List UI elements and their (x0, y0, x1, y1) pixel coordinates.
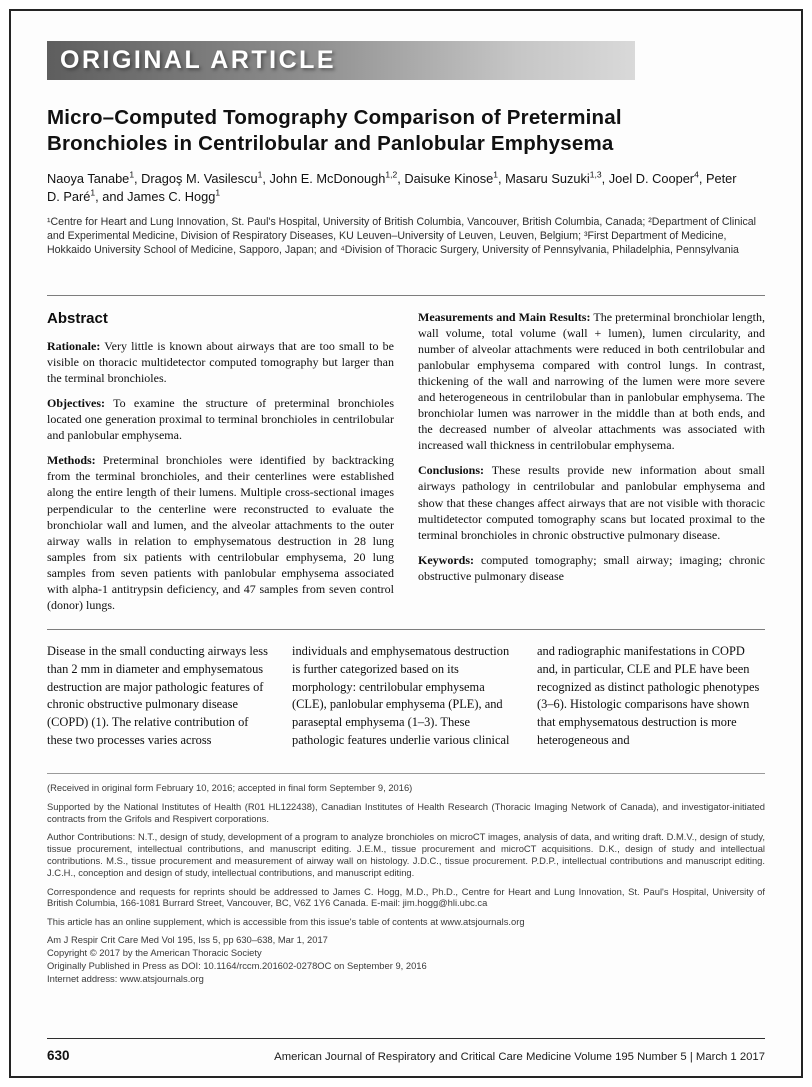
abstract-section (47, 296, 765, 629)
footnote-online-supplement: This article has an online supplement, which is accessible from this issue's table of contents at www.atsjournals.org (47, 915, 525, 927)
abstract-paragraph-conclusions (418, 462, 765, 542)
article-title: Micro–Computed Tomography Comparison of Preterminal Bronchioles in Centrilobular and Panlobular Emphysema (47, 106, 622, 156)
article-page (9, 9, 803, 1078)
paragraph-text: Preterminal bronchioles were identified by backtracking from the terminal bronchioles, and their centerlines were established along the entire length of their lumens. Multiple cross-sectional images perpendicular to the centerline were reconstructed to evaluate the bronchiolar wall and lumen, and the alveolar attachments to the outer airway walls in relation to emphysematous destruction in 28 lung samples from six patients with centrilobular emphysema, 20 lung samples from seven patients with panlobular emphysema associated with alpha-1 antitrypsin deficiency, and 47 samples from seven control (donor) lungs. (47, 453, 395, 612)
paragraph-label: Measurements and Main Results: (418, 309, 591, 324)
body-column-3: and radiographic manifestations in COPD and, in particular, CLE and PLE have been recognized as distinct pathologic phenotypes (3–6). Histologic comparisons have shown that emphysematous destruction is more heterogeneous and (537, 644, 760, 747)
author: Daisuke Kinose$^1$, (404, 169, 506, 186)
abstract-paragraph-keywords (418, 552, 765, 584)
footnotes-section (47, 774, 765, 985)
author-affiliation-superscript: 4 (694, 169, 699, 180)
page-footer (47, 1038, 765, 1063)
abstract-paragraph-rationale (47, 338, 394, 386)
affiliations: ¹Centre for Heart and Lung Innovation, St. Paul's Hospital, University of British Columbia, Vancouver, British Columbia, Canada; ²Department of Clinical and Experimental Medicine, Division of Respiratory Diseases, KU Leuven–University of Leuven, Leuven, Belgium; ³First Department of Medicine, Hokkaido University School of Medicine, Sapporo, Japan; and ⁴Division of Thoracic Surgery, University of Pennsylvania, Philadelphia, Pennsylvania (47, 215, 756, 257)
author-list (47, 169, 747, 205)
footnote-received: (Received in original form February 10, 2016; accepted in final form September 9, 2016) (47, 782, 413, 794)
author-affiliation-superscript: 1,3 (589, 169, 602, 180)
body-column-2: individuals and emphysematous destruction is further categorized based on its morphology: centrilobular emphysema (CLE), panlobular emphysema (PLE), and paraseptal emphysema (1–3). These pathologic features underlie various clinical (292, 644, 510, 747)
footnote-author-contributions: Author Contributions: N.T., design of study, development of a program to analyze bronchioles on microCT images, analysis of data, and writing draft. D.M.V., design of study, tissue procurement, intellectual contributions, and manuscript editing. J.E.M., tissue procurement and microCT acquisitions. D.K., design of study and intellectual contributions. M.S., tissue procurement and measurement of airway wall on histology. J.D.C., tissue procurement. P.D.P., intellectual contributions and manuscript editing. J.C.H., conception and design of study, intellectual contributions, and manuscript editing. (47, 831, 765, 879)
journal-citation-line: American Journal of Respiratory and Critical Care Medicine Volume 195 Number 5 | March 1 2017 (274, 1051, 765, 1063)
footnote-copyright: Copyright © 2017 by the American Thoracic Society (47, 947, 262, 959)
abstract-paragraph-measurements (418, 309, 765, 454)
author: Dragoş M. Vasilescu$^1$, (141, 169, 270, 186)
paragraph-label: Rationale: (47, 338, 101, 353)
abstract-right-column (418, 309, 765, 613)
author: Joel D. Cooper$^4$, (608, 169, 706, 186)
footer-divider (47, 1038, 765, 1039)
author: Masaru Suzuki$^{1,3}$, (505, 169, 609, 186)
author-affiliation-superscript: 1 (90, 187, 96, 198)
body-column-1: Disease in the small conducting airways less than 2 mm in diameter and emphysematous destruction are major pathologic features of chronic obstructive pulmonary disease (COPD) (1). The relative contribution of these two processes varies across (47, 644, 268, 747)
footnote-correspondence: Correspondence and requests for reprints should be addressed to James C. Hogg, M.D., Ph.D., Centre for Heart and Lung Innovation, St. Paul's Hospital, University of British Columbia, 166-1081 Burrard Street, Vancouver, BC, V6Z 1Y6 Canada. E-mail: jim.hogg@hli.ubc.ca (47, 885, 765, 909)
body-text-section (47, 630, 765, 749)
abstract-paragraph-methods (47, 452, 394, 613)
paragraph-label: Keywords: (418, 552, 474, 567)
author-affiliation-superscript: 1 (129, 169, 135, 180)
page-number: 630 (47, 1048, 70, 1063)
author: Naoya Tanabe$^1$, (47, 169, 142, 186)
paragraph-text: The preterminal bronchiolar length, wall volume, total volume (wall + lumen), lumen circularity, and number of alveolar attachments were reduced in both centrilobular and panlobular emphysema compared with control lungs. In contrast, thickening of the wall and narrowing of the lumen were more severe and heterogeneous in centrilobular than in panlobular emphysema. The bronchiolar lumen was narrower in the middle than at both ends, and the decreased number of alveolar attachments was associated with increased wall thickness in centrilobular emphysema. (418, 309, 765, 453)
footer-row (47, 1048, 765, 1063)
article-type-label: ORIGINAL ARTICLE (60, 46, 337, 74)
footnote-funding: Supported by the National Institutes of Health (R01 HL122438), Canadian Institutes of Health Research (Thoracic Imaging Network of Canada), and investigator-initiated contracts from the Grifols and Respivert corporations. (47, 800, 765, 824)
author-affiliation-superscript: 1 (257, 169, 263, 180)
author: James C. Hogg$^1$ (127, 187, 221, 204)
author: Peter D. Paré$^1$, and (47, 170, 737, 204)
abstract-left-column (47, 309, 394, 613)
paragraph-label: Conclusions: (418, 463, 485, 478)
footnote-citation: Am J Respir Crit Care Med Vol 195, Iss 5, pp 630–638, Mar 1, 2017 (47, 934, 328, 946)
abstract-heading: Abstract (47, 309, 108, 327)
author: John E. McDonough$^{1,2}$, (269, 169, 405, 186)
footnote-internet-address: Internet address: www.atsjournals.org (47, 973, 204, 985)
abstract-paragraph-objectives (47, 395, 394, 443)
paragraph-text: Very little is known about airways that are too small to be visible on thoracic multidetector computed tomography but larger than the terminal bronchioles. (47, 338, 394, 385)
article-type-banner (47, 41, 635, 80)
paragraph-label: Methods: (47, 453, 96, 468)
author-affiliation-superscript: 1 (215, 187, 221, 198)
paragraph-text: To examine the structure of preterminal bronchioles located one generation proximal to terminal bronchioles in centrilobular and panlobular emphysema. (47, 396, 394, 443)
paragraph-label: Objectives: (47, 396, 105, 411)
paragraph-text: These results provide new information about small airways pathology in centrilobular and panlobular emphysema and show that these changes affect airways that are not visible with thoracic multidetector computed tomography scans but located proximal to the terminal bronchioles in chronic obstructive pulmonary disease. (418, 463, 765, 542)
paragraph-text: computed tomography; small airway; imaging; chronic obstructive pulmonary disease (418, 552, 765, 583)
footnote-doi: Originally Published in Press as DOI: 10.1164/rccm.201602-0278OC on September 9, 2016 (47, 960, 427, 972)
author-affiliation-superscript: 1,2 (385, 169, 398, 180)
author-affiliation-superscript: 1 (493, 169, 498, 180)
